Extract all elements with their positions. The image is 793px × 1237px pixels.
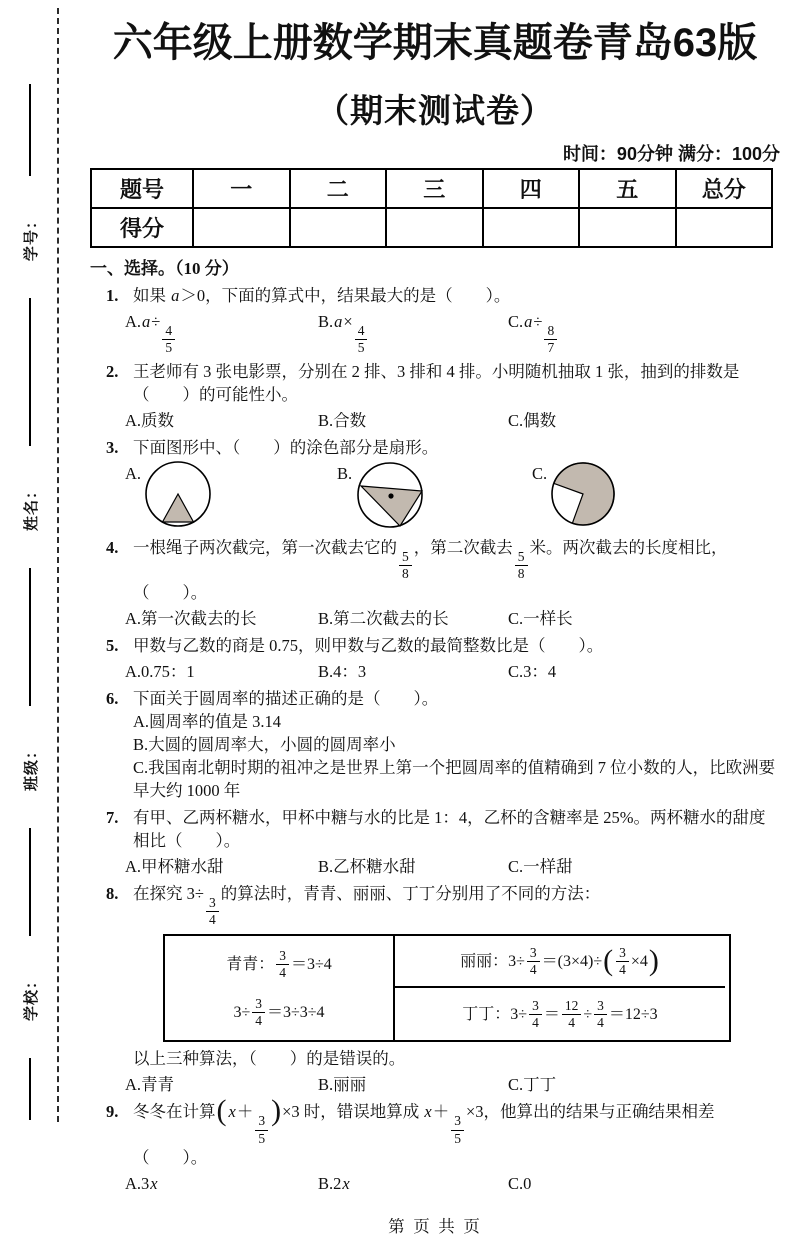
question-number: 9. xyxy=(106,1102,119,1122)
write-in-line xyxy=(29,84,31,176)
option-b: B.2x xyxy=(318,1173,350,1193)
options-row xyxy=(125,607,780,630)
option-c: C.3：4 xyxy=(508,661,557,681)
options-row xyxy=(125,1073,780,1096)
score-table-cell: 二 xyxy=(290,169,387,208)
question-number: 5. xyxy=(106,635,119,655)
question-text: 王老师有 3 张电影票，分别在 2 排、3 排和 4 排。小明随机抽取 1 张，抽到的排数是（ ）的可能性小。 xyxy=(133,361,740,404)
score-table-header-row xyxy=(91,169,772,208)
option-a: A.第一次截去的长 xyxy=(125,608,257,628)
question-number: 6. xyxy=(106,688,119,708)
formula-line: 丽丽：3÷ $\frac{3}{4}$ ＝(3×4)÷ ( $\frac{3}{4}$ ×4 ) xyxy=(460,944,659,978)
figure-label: A. xyxy=(125,463,142,483)
formula-line: 青青： $\frac{3}{4}$ ＝3÷4 xyxy=(226,947,332,980)
question-7 xyxy=(90,806,780,878)
circle-triangle-bottom-figure xyxy=(144,460,212,532)
option-c: C.0 xyxy=(508,1173,532,1193)
options-row xyxy=(125,409,780,432)
question-followup-text: 以上三种算法，（ ）的是错误的。 xyxy=(133,1049,406,1069)
question-5 xyxy=(90,634,780,683)
option-a: A.甲杯糖水甜 xyxy=(125,856,224,876)
question-number: 8. xyxy=(106,883,119,903)
option-a: A.a÷ $\frac{4}{5}$ xyxy=(125,310,318,355)
write-in-line xyxy=(29,298,31,446)
option-b: B.大圆的圆周率大，小圆的圆周率小 xyxy=(133,734,396,754)
student-info-strip xyxy=(0,82,60,1122)
circle-inscribed-triangle-figure xyxy=(355,460,425,532)
score-table-cell: 总分 xyxy=(676,169,773,208)
options-row xyxy=(125,310,780,355)
option-c: C.丁丁 xyxy=(508,1075,557,1095)
option-b: B.a× $\frac{4}{5}$ xyxy=(318,310,508,355)
write-in-line xyxy=(29,568,31,706)
options-row xyxy=(125,1172,780,1195)
options-row xyxy=(125,855,780,878)
option-c: C.a÷ $\frac{8}{7}$ xyxy=(508,310,780,355)
question-number: 1. xyxy=(106,286,119,306)
score-table-cell: 题号 xyxy=(91,169,193,208)
score-blank-cell xyxy=(676,208,773,247)
figure-a xyxy=(125,462,337,532)
figure-c xyxy=(532,462,780,532)
section-title: 一、选择。（10 分） xyxy=(90,259,239,279)
student-id-label: 学号： xyxy=(23,213,40,262)
method-qingqing-cell xyxy=(165,936,395,1040)
option-a: A.青青 xyxy=(125,1075,175,1095)
score-table-score-row xyxy=(91,208,772,247)
exam-content xyxy=(90,0,780,1237)
question-text: 下面关于圆周率的描述正确的是（ ）。 xyxy=(133,688,439,708)
school-label: 学校： xyxy=(23,973,40,1022)
question-number: 2. xyxy=(106,361,119,381)
score-table-cell: 三 xyxy=(386,169,483,208)
exam-subtitle: （期末测试卷） xyxy=(316,92,554,129)
question-text: 冬冬在计算( x＋ $\frac{3}{5}$ )×3 时，错误地算成 x＋ $\frac{3}{5}$ ×3，他算出的结果与正确结果相差（ ）。 xyxy=(133,1094,715,1167)
methods-table xyxy=(163,934,731,1042)
exam-time-score-info: 时间：90分钟 满分：100分 xyxy=(562,144,780,165)
option-c: C.一样甜 xyxy=(508,856,573,876)
option-a: A.3x xyxy=(125,1173,158,1193)
name-label: 姓名： xyxy=(23,483,40,532)
question-4 xyxy=(90,536,780,630)
figure-row xyxy=(125,462,780,532)
figure-b xyxy=(337,462,532,532)
question-text: 下面图形中、（ ）的涂色部分是扇形。 xyxy=(133,437,439,457)
method-dingding-cell xyxy=(395,988,725,1040)
figure-label: C. xyxy=(532,463,548,483)
option-a: A.圆周率的值是 3.14 xyxy=(133,711,282,731)
option-a: A.质数 xyxy=(125,410,175,430)
score-blank-cell xyxy=(386,208,483,247)
score-table-cell: 一 xyxy=(193,169,290,208)
formula-line: 丁丁：3÷ $\frac{3}{4}$ ＝ $\frac{12}{4}$ ÷ $\frac{3}{4}$ ＝12÷3 xyxy=(462,997,658,1030)
exam-title: 六年级上册数学期末真题卷青岛63版 xyxy=(112,21,758,65)
question-6 xyxy=(90,687,780,802)
seal-dashed-line xyxy=(57,8,59,1122)
option-c: C.偶数 xyxy=(508,410,557,430)
question-9 xyxy=(90,1094,780,1194)
score-blank-cell xyxy=(483,208,580,247)
score-table-cell: 四 xyxy=(483,169,580,208)
circle-large-sector-figure xyxy=(550,460,616,530)
figure-label: B. xyxy=(337,463,353,483)
score-table-cell: 五 xyxy=(579,169,676,208)
option-a: A.0.75：1 xyxy=(125,661,195,681)
question-number: 7. xyxy=(106,807,119,827)
options-row xyxy=(125,660,780,683)
class-label: 班级： xyxy=(23,743,40,792)
question-text: 如果 a＞0，下面的算式中，结果最大的是（ ）。 xyxy=(133,286,511,306)
method-lili-cell xyxy=(395,936,725,988)
question-text: 有甲、乙两杯糖水，甲杯中糖与水的比是 1：4，乙杯的含糖率是 25%。两杯糖水的甜度相比（ ）。 xyxy=(133,807,766,850)
write-in-line xyxy=(29,1058,31,1120)
question-number: 3. xyxy=(106,437,119,457)
write-in-line xyxy=(29,828,31,936)
option-b: B.乙杯糖水甜 xyxy=(318,856,416,876)
option-b: B.4：3 xyxy=(318,661,367,681)
question-number: 4. xyxy=(106,537,119,557)
page-footer: 第 页 共 页 xyxy=(388,1217,482,1236)
question-text: 在探究 3÷ $\frac{3}{4}$ 的算法时，青青、丽丽、丁丁分别用了不同的方法： xyxy=(133,883,601,928)
score-label-cell: 得分 xyxy=(91,208,193,247)
question-text: 一根绳子两次截完，第一次截去它的 $\frac{5}{8}$ ，第二次截去 $\frac{5}{8}$ 米。两次截去的长度相比，（ ）。 xyxy=(133,537,728,602)
options-stacked xyxy=(133,710,780,802)
option-c: C.一样长 xyxy=(508,608,573,628)
question-1 xyxy=(90,284,780,355)
question-3 xyxy=(90,436,780,532)
score-blank-cell xyxy=(193,208,290,247)
score-blank-cell xyxy=(290,208,387,247)
option-c: C.我国南北朝时期的祖冲之是世界上第一个把圆周率的值精确到 7 位小数的人，比欧洲要早大约 1000 年 xyxy=(133,757,776,800)
score-table xyxy=(90,168,773,248)
score-blank-cell xyxy=(579,208,676,247)
option-b: B.合数 xyxy=(318,410,367,430)
question-text: 甲数与乙数的商是 0.75，则甲数与乙数的最简整数比是（ ）。 xyxy=(133,635,604,655)
option-b: B.第二次截去的长 xyxy=(318,608,449,628)
question-8 xyxy=(90,882,780,1096)
option-b: B.丽丽 xyxy=(318,1075,367,1095)
question-2 xyxy=(90,360,780,432)
formula-line: 3÷ $\frac{3}{4}$ ＝3÷3÷4 xyxy=(233,995,325,1028)
